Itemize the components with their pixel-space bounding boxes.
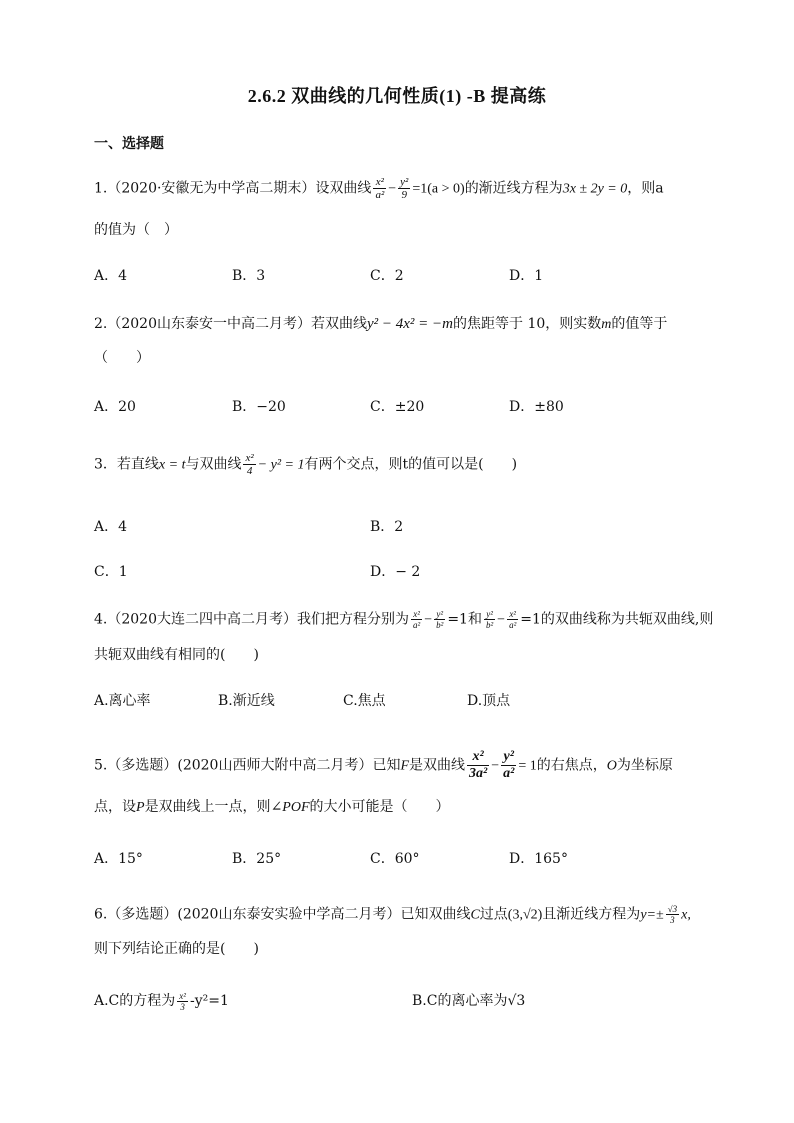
question-6: 6.（多选题）(2020山东泰安实验中学高二月考）已知双曲线C过点(3,√2)且渐近线方程为y=± $\frac{√3}{3}$ x, [94, 904, 691, 925]
q3-option-a: A．4 [94, 519, 128, 535]
question-3: 3．若直线x = t与双曲线 $\frac{\text{x²}}{4}$ − y² = 1有两个交点，则t的值可以是( ) [94, 452, 518, 477]
q4-option-b: B.渐近线 [218, 693, 275, 709]
q6-option-b: B.C的离心率为√3 [412, 993, 526, 1009]
q2-option-a: A．20 [94, 399, 136, 415]
question-6-line-2: 则下列结论正确的是( ) [94, 941, 259, 957]
q5-option-c: C．60° [370, 851, 420, 867]
q3-option-b: B．2 [370, 519, 404, 535]
q5-option-d: D．165° [509, 851, 568, 867]
question-2: 2.（2020山东泰安一中高二月考）若双曲线y² − 4x² = −m的焦距等于 10，则实数m的值等于 [94, 316, 668, 332]
fraction: $\frac{\text{y²}}{\text{b²}}$ [485, 609, 494, 630]
fraction: $\frac{\text{x²}}{\text{a²}}$ [413, 609, 421, 630]
question-1-line-2: 的值为（ ） [94, 222, 178, 238]
question-1: 1.（2020·安徽无为中学高二期末）设双曲线 $\frac{\text{x²}}{\text{a²}}$ − $\frac{\text{y²}}{9}$ =1(a > 0)的渐近线方程为3x ± 2y = 0，则a [94, 176, 664, 201]
question-4-line-2: 共轭双曲线有相同的( ) [94, 647, 259, 663]
fraction: $\frac{\text{x²}}{3}$ [179, 990, 186, 1012]
fraction: $\frac{\text{x²}}{\text{3a²}}$ [469, 749, 488, 781]
page-title: 2.6.2 双曲线的几何性质(1) -B 提高练 [247, 86, 547, 106]
q6-option-a: A.C的方程为 $\frac{\text{x²}}{3}$ -y²=1 [94, 990, 229, 1012]
q4-option-a: A.离心率 [94, 693, 151, 709]
question-2-line-2: （ ） [94, 350, 150, 366]
q4-option-d: D.顶点 [467, 693, 511, 709]
q2-option-b: B．−20 [232, 399, 286, 415]
question-4: 4.（2020大连二四中高二月考）我们把方程分别为 $\frac{\text{x²}}{\text{a²}}$ − $\frac{\text{y²}}{\text{b²}}$ =1和 $\frac{\text{y²}}{\text{b²}}$ − $\frac{\text{x²}}{\text{a²}}$ =1的双曲线称为共轭双曲线,则 [94, 609, 714, 630]
q1-option-b: B．3 [232, 268, 266, 284]
q2-option-d: D．±80 [509, 399, 564, 415]
fraction: $\frac{\text{x²}}{\text{a²}}$ [375, 176, 385, 201]
q2-option-c: C．±20 [370, 399, 425, 415]
fraction: $\frac{\text{y²}}{\text{a²}}$ [503, 749, 515, 781]
q5-option-b: B．25° [232, 851, 282, 867]
fraction: $\frac{\text{y²}}{\text{b²}}$ [436, 609, 444, 630]
question-5-line-2: 点，设P是双曲线上一点，则∠POF的大小可能是（ ） [94, 799, 450, 815]
q1-option-d: D．1 [509, 268, 544, 284]
section-heading: 一、选择题 [94, 136, 164, 152]
fraction: $\frac{√3}{3}$ [667, 904, 678, 925]
q3-option-d: D．− 2 [370, 564, 421, 580]
q1-option-c: C．2 [370, 268, 404, 284]
fraction: $\frac{\text{x²}}{\text{a²}}$ [509, 609, 517, 630]
q3-option-c: C．1 [94, 564, 128, 580]
q5-option-a: A．15° [94, 851, 143, 867]
fraction: $\frac{\text{x²}}{4}$ [245, 452, 254, 477]
q4-option-c: C.焦点 [343, 693, 386, 709]
q1-option-a: A．4 [94, 268, 128, 284]
fraction: $\frac{\text{y²}}{9}$ [400, 176, 409, 201]
question-5: 5.（多选题）(2020山西师大附中高二月考）已知F是双曲线 $\frac{\text{x²}}{\text{3a²}}$ − $\frac{\text{y²}}{\text{a²}}$ = 1的右焦点，O为坐标原 [94, 749, 673, 781]
